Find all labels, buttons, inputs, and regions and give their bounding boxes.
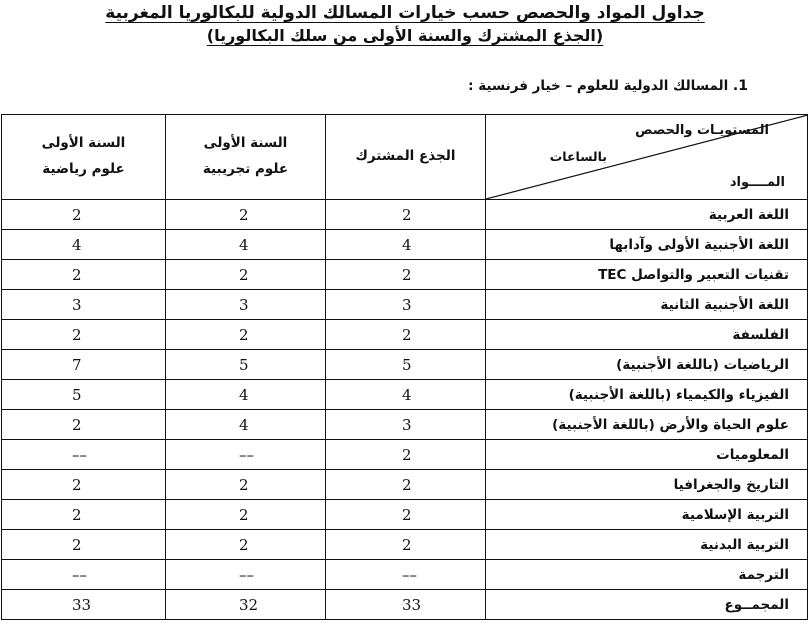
table-row [2, 590, 808, 620]
cell-experimental-value: 2 [166, 530, 326, 560]
cell-common-core-value: 33 [326, 590, 486, 620]
cell-experimental-value: 2 [166, 260, 326, 290]
section-number: 1. [732, 78, 748, 94]
cell-experimental-value: 4 [166, 230, 326, 260]
cell-common-core-value: 2 [326, 200, 486, 230]
cell-experimental-value: 32 [166, 590, 326, 620]
cell-math-value: 2 [2, 320, 166, 350]
cell-math-value: 33 [2, 590, 166, 620]
corner-hours-label: بالساعات [549, 149, 607, 164]
cell-math-value: 2 [2, 200, 166, 230]
table-row [2, 410, 808, 440]
cell-experimental-value: 3 [166, 290, 326, 320]
table-row [2, 350, 808, 380]
cell-experimental-value: –– [166, 560, 326, 590]
cell-math-value: 4 [2, 230, 166, 260]
cell-common-core-value: 4 [326, 230, 486, 260]
cell-subject-name: علوم الحياة والأرض (باللغة الأجنبية) [486, 410, 808, 440]
table-row [2, 260, 808, 290]
cell-common-core-value: 2 [326, 260, 486, 290]
cell-common-core-value: 2 [326, 320, 486, 350]
table-row [2, 290, 808, 320]
cell-common-core-value: 2 [326, 470, 486, 500]
cell-subject-name: التربية الإسلامية [486, 500, 808, 530]
cell-common-core-value: 3 [326, 290, 486, 320]
cell-subject-name: اللغة الأجنبية الأولى وآدابها [486, 230, 808, 260]
cell-math-value: 2 [2, 470, 166, 500]
table-row [2, 200, 808, 230]
cell-subject-name: التاريخ والجغرافيا [486, 470, 808, 500]
corner-subjects-label: المــــواد [729, 175, 785, 190]
table-row [2, 560, 808, 590]
document-title: جداول المواد والحصص حسب خيارات المسالك الدولية للبكالوريا المغربية [105, 3, 705, 23]
cell-common-core-value: 2 [326, 440, 486, 470]
cell-math-value: 2 [2, 260, 166, 290]
cell-subject-name: المجمــوع [486, 590, 808, 620]
cell-subject-name: اللغة الأجنبية الثانية [486, 290, 808, 320]
cell-experimental-value: 2 [166, 320, 326, 350]
section-label: المسالك الدولية للعلوم – خيار فرنسية : [468, 78, 729, 94]
column-header-common-core: الجذع المشترك [326, 115, 486, 200]
table-row [2, 380, 808, 410]
subjects-hours-table [1, 114, 808, 620]
cell-experimental-value: 4 [166, 380, 326, 410]
cell-experimental-value: 2 [166, 470, 326, 500]
cell-experimental-value: 5 [166, 350, 326, 380]
table-row [2, 530, 808, 560]
cell-subject-name: الفلسفة [486, 320, 808, 350]
cell-math-value: 3 [2, 290, 166, 320]
cell-subject-name: اللغة العربية [486, 200, 808, 230]
cell-experimental-value: 2 [166, 200, 326, 230]
corner-header-cell [486, 115, 808, 200]
cell-common-core-value: 2 [326, 500, 486, 530]
cell-math-value: 7 [2, 350, 166, 380]
column-header-math: السنة الأولى علوم رياضية [2, 115, 166, 200]
cell-subject-name: تقنيات التعبير والتواصل TEC [486, 260, 808, 290]
cell-common-core-value: –– [326, 560, 486, 590]
cell-common-core-value: 3 [326, 410, 486, 440]
cell-experimental-value: 4 [166, 410, 326, 440]
cell-experimental-value: 2 [166, 500, 326, 530]
cell-subject-name: الفيزياء والكيمياء (باللغة الأجنبية) [486, 380, 808, 410]
table-header-row [2, 115, 808, 200]
cell-subject-name: المعلوميات [486, 440, 808, 470]
document-subtitle: (الجذع المشترك والسنة الأولى من سلك البكالوريا) [206, 26, 604, 45]
cell-math-value: 2 [2, 410, 166, 440]
cell-math-value: 2 [2, 500, 166, 530]
corner-levels-label: المستويـات والحصص [635, 123, 769, 138]
cell-math-value: 5 [2, 380, 166, 410]
column-header-experimental: السنة الأولى علوم تجريبية [166, 115, 326, 200]
cell-subject-name: الرياضيات (باللغة الأجنبية) [486, 350, 808, 380]
table-row [2, 230, 808, 260]
cell-subject-name: الترجمة [486, 560, 808, 590]
table-row [2, 320, 808, 350]
cell-subject-name: التربية البدنية [486, 530, 808, 560]
cell-common-core-value: 4 [326, 380, 486, 410]
cell-common-core-value: 5 [326, 350, 486, 380]
cell-common-core-value: 2 [326, 530, 486, 560]
table-row [2, 500, 808, 530]
cell-experimental-value: –– [166, 440, 326, 470]
cell-math-value: –– [2, 560, 166, 590]
table-row [2, 470, 808, 500]
cell-math-value: –– [2, 440, 166, 470]
section-heading [468, 78, 748, 94]
table-row [2, 440, 808, 470]
cell-math-value: 2 [2, 530, 166, 560]
